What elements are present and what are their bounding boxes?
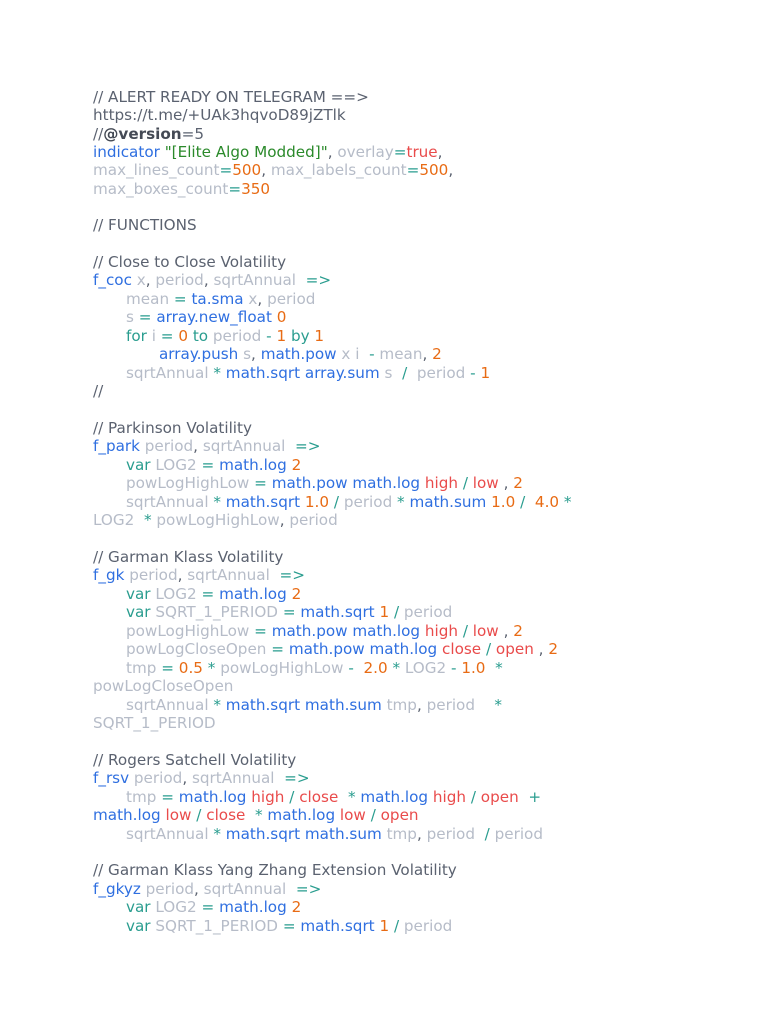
- code-line: [93, 216, 197, 234]
- code-line: [126, 825, 543, 843]
- code-token: sqrtAnnual: [126, 696, 214, 714]
- code-token: /: [289, 788, 300, 806]
- code-token: x: [136, 271, 146, 289]
- code-token: s: [384, 364, 403, 382]
- code-token: sqrtAnnual: [126, 493, 214, 511]
- code-line: [126, 659, 503, 677]
- code-token: math.sum: [304, 825, 387, 843]
- code-token: *: [213, 696, 226, 714]
- code-line: [93, 437, 320, 455]
- code-token: math.pow: [288, 640, 370, 658]
- code-token: // Close to Close Volatility: [93, 253, 287, 271]
- code-token: =: [393, 143, 407, 161]
- code-token: 1.0: [461, 659, 496, 677]
- code-token: *: [563, 493, 572, 511]
- code-token: +: [528, 788, 542, 806]
- code-token: ,: [437, 143, 443, 161]
- code-token: period: [426, 825, 485, 843]
- code-token: ,: [194, 880, 204, 898]
- code-token: /: [520, 493, 535, 511]
- code-token: // Parkinson Volatility: [93, 419, 252, 437]
- code-line: [93, 548, 283, 566]
- code-token: 1: [379, 603, 394, 621]
- code-token: ,: [203, 271, 214, 289]
- code-token: SQRT_1_PERIOD: [93, 714, 216, 732]
- code-token: =: [406, 161, 420, 179]
- code-token: math.log: [267, 806, 340, 824]
- code-token: low: [165, 806, 197, 824]
- code-token: 0: [276, 308, 287, 326]
- code-token: //: [93, 382, 104, 400]
- code-token: "[Elite Algo Modded]": [164, 143, 328, 161]
- code-token: SQRT_1_PERIOD: [155, 917, 283, 935]
- code-token: max_lines_count: [93, 161, 220, 179]
- code-token: *: [494, 696, 502, 714]
- code-token: close: [299, 788, 348, 806]
- code-token: =>: [286, 880, 322, 898]
- code-token: =5: [181, 125, 204, 143]
- code-token: ,: [251, 345, 261, 363]
- code-line: [93, 880, 321, 898]
- code-token: math.sqrt: [300, 917, 380, 935]
- code-line: [93, 511, 338, 529]
- code-line: [126, 474, 523, 492]
- code-token: math.log: [352, 474, 425, 492]
- code-token: array.new_float: [156, 308, 277, 326]
- code-token: ,: [503, 622, 514, 640]
- code-token: array.sum: [304, 364, 385, 382]
- code-token: SQRT_1_PERIOD: [155, 603, 283, 621]
- code-line: [93, 106, 346, 124]
- code-token: =: [160, 327, 179, 345]
- code-token: array.push: [159, 345, 244, 363]
- code-token: max_labels_count: [270, 161, 407, 179]
- code-line: [126, 917, 452, 935]
- code-token: math.sqrt: [225, 364, 305, 382]
- code-token: s: [243, 345, 252, 363]
- code-token: @version: [103, 125, 182, 143]
- code-line: [93, 769, 310, 787]
- code-token: /: [485, 640, 496, 658]
- code-token: =: [138, 308, 157, 326]
- code-token: -: [348, 659, 364, 677]
- code-line: [93, 161, 453, 179]
- code-token: 2: [513, 622, 523, 640]
- code-token: math.log: [178, 788, 252, 806]
- code-token: LOG2: [155, 898, 202, 916]
- code-token: 500: [232, 161, 262, 179]
- code-token: ,: [422, 345, 433, 363]
- code-token: high: [251, 788, 290, 806]
- code-token: high: [424, 474, 463, 492]
- code-token: LOG2: [93, 511, 144, 529]
- code-token: =>: [285, 437, 321, 455]
- code-token: powLogCloseOpen: [93, 677, 234, 695]
- code-line: [93, 566, 305, 584]
- code-token: /: [462, 622, 473, 640]
- code-token: math.sum: [409, 493, 492, 511]
- code-token: https://t.me/+UAk3hqvoD89jZTlk: [93, 106, 346, 124]
- code-token: f_gkyz: [93, 880, 146, 898]
- code-token: ,: [177, 566, 188, 584]
- code-token: *: [392, 659, 405, 677]
- code-token: period: [145, 880, 195, 898]
- code-token: ,: [327, 143, 338, 161]
- code-line: [126, 327, 324, 345]
- code-token: high: [424, 622, 463, 640]
- code-token: ,: [145, 271, 156, 289]
- code-token: tmp: [386, 825, 417, 843]
- code-token: for: [126, 327, 152, 345]
- code-token: -: [266, 327, 277, 345]
- code-line: [93, 180, 270, 198]
- code-line: [93, 419, 252, 437]
- code-line: [126, 493, 571, 511]
- code-token: math.log: [360, 788, 433, 806]
- code-token: 1: [379, 917, 394, 935]
- code-token: 2: [432, 345, 442, 363]
- code-token: math.sqrt: [225, 696, 305, 714]
- code-token: =: [271, 640, 289, 658]
- code-line: [93, 806, 419, 824]
- code-line: [93, 751, 296, 769]
- code-token: low: [339, 806, 371, 824]
- code-token: 2: [548, 640, 558, 658]
- code-token: to: [192, 327, 213, 345]
- code-token: =: [228, 180, 242, 198]
- code-token: period: [403, 603, 453, 621]
- code-line: [93, 271, 331, 289]
- code-token: *: [213, 825, 226, 843]
- code-token: x i: [341, 345, 370, 363]
- code-token: var: [126, 603, 156, 621]
- code-line: [93, 677, 233, 695]
- code-token: =: [201, 585, 220, 603]
- code-token: var: [126, 456, 156, 474]
- code-token: 2: [291, 898, 302, 916]
- code-token: =: [254, 622, 272, 640]
- code-token: sqrtAnnual: [126, 825, 214, 843]
- code-token: math.sum: [304, 696, 387, 714]
- code-token: math.log: [93, 806, 166, 824]
- code-token: 1: [276, 327, 291, 345]
- code-token: *: [143, 511, 157, 529]
- code-token: 2: [513, 474, 523, 492]
- code-line: [126, 696, 502, 714]
- code-token: tmp: [126, 659, 162, 677]
- code-line: [126, 456, 301, 474]
- code-line: [126, 290, 315, 308]
- code-token: *: [207, 659, 221, 677]
- code-token: =: [161, 788, 179, 806]
- code-line: [126, 788, 541, 806]
- code-token: open: [495, 640, 539, 658]
- code-token: ta.sma: [191, 290, 249, 308]
- code-token: period: [133, 769, 183, 787]
- code-token: // Rogers Satchell Volatility: [93, 751, 297, 769]
- code-token: /: [393, 603, 404, 621]
- code-token: indicator: [93, 143, 165, 161]
- code-line: [93, 143, 442, 161]
- code-token: ,: [448, 161, 454, 179]
- code-line: [126, 640, 558, 658]
- code-token: period: [212, 327, 267, 345]
- code-token: ,: [257, 290, 268, 308]
- code-token: period: [403, 917, 453, 935]
- code-token: 500: [419, 161, 449, 179]
- code-token: period: [494, 825, 543, 843]
- code-line: [93, 382, 103, 400]
- code-token: f_rsv: [93, 769, 134, 787]
- code-token: high: [432, 788, 471, 806]
- code-token: sqrtAnnual: [213, 271, 297, 289]
- code-token: =>: [296, 271, 332, 289]
- code-token: var: [126, 898, 156, 916]
- code-token: ,: [279, 511, 290, 529]
- code-token: powLogCloseOpen: [126, 640, 272, 658]
- code-token: period: [267, 290, 316, 308]
- code-token: var: [126, 917, 156, 935]
- code-line: [126, 308, 286, 326]
- code-line: [126, 585, 301, 603]
- code-token: math.log: [352, 622, 425, 640]
- code-token: math.log: [219, 898, 292, 916]
- code-token: *: [213, 364, 226, 382]
- code-token: =: [161, 659, 179, 677]
- code-token: ,: [416, 825, 427, 843]
- code-token: *: [495, 659, 503, 677]
- code-token: =>: [269, 566, 305, 584]
- code-token: math.pow: [260, 345, 342, 363]
- code-token: low: [472, 474, 504, 492]
- code-token: =: [201, 456, 220, 474]
- code-token: sqrtAnnual: [126, 364, 214, 382]
- code-token: ,: [261, 161, 271, 179]
- code-token: *: [255, 806, 268, 824]
- code-token: LOG2: [155, 585, 202, 603]
- code-token: mean: [126, 290, 174, 308]
- code-token: /: [196, 806, 207, 824]
- code-token: math.pow: [271, 474, 353, 492]
- code-line: [93, 714, 216, 732]
- code-token: ,: [193, 437, 203, 455]
- code-token: // Garman Klass Volatility: [93, 548, 284, 566]
- code-token: 1.0: [304, 493, 334, 511]
- code-token: open: [480, 788, 529, 806]
- code-line: [126, 898, 301, 916]
- code-token: 1.0: [491, 493, 521, 511]
- code-token: /: [402, 364, 417, 382]
- code-token: *: [213, 493, 226, 511]
- code-token: -: [369, 345, 380, 363]
- code-token: =: [282, 917, 301, 935]
- code-token: math.log: [369, 640, 443, 658]
- code-token: 2: [291, 585, 302, 603]
- code-token: sqrtAnnual: [191, 769, 275, 787]
- code-token: var: [126, 585, 156, 603]
- code-token: period: [416, 364, 471, 382]
- code-line: [126, 364, 490, 382]
- code-token: powLogHighLow: [220, 659, 349, 677]
- code-token: ,: [503, 474, 514, 492]
- code-line: [126, 622, 523, 640]
- code-token: =>: [274, 769, 310, 787]
- code-token: math.pow: [271, 622, 353, 640]
- code-token: i: [151, 327, 161, 345]
- code-token: // Garman Klass Yang Zhang Extension Volatility: [93, 861, 457, 879]
- code-token: =: [173, 290, 192, 308]
- code-token: 1: [314, 327, 325, 345]
- code-token: -: [451, 659, 462, 677]
- code-token: 4.0: [534, 493, 564, 511]
- code-token: math.sqrt: [300, 603, 380, 621]
- code-token: f_park: [93, 437, 145, 455]
- code-token: 350: [241, 180, 271, 198]
- code-token: LOG2: [155, 456, 202, 474]
- code-token: /: [370, 806, 381, 824]
- code-token: sqrtAnnual: [203, 880, 287, 898]
- code-token: 2: [291, 456, 302, 474]
- code-token: by: [290, 327, 315, 345]
- code-token: math.sqrt: [225, 825, 305, 843]
- code-token: /: [333, 493, 344, 511]
- code-token: period: [144, 437, 194, 455]
- code-token: 1: [480, 364, 491, 382]
- code-token: LOG2: [404, 659, 451, 677]
- code-token: tmp: [126, 788, 162, 806]
- code-token: overlay: [337, 143, 394, 161]
- code-token: ,: [182, 769, 192, 787]
- code-token: -: [470, 364, 481, 382]
- code-token: close: [206, 806, 255, 824]
- code-token: open: [380, 806, 419, 824]
- code-token: /: [462, 474, 473, 492]
- code-token: sqrtAnnual: [187, 566, 270, 584]
- code-token: =: [254, 474, 272, 492]
- code-token: powLogHighLow: [126, 474, 255, 492]
- code-token: =: [219, 161, 233, 179]
- code-token: max_boxes_count: [93, 180, 229, 198]
- code-token: //: [93, 125, 104, 143]
- code-token: f_gk: [93, 566, 130, 584]
- code-token: math.log: [219, 585, 292, 603]
- code-token: =: [282, 603, 301, 621]
- code-token: ,: [416, 696, 427, 714]
- code-token: 0: [178, 327, 193, 345]
- code-line: [93, 125, 204, 143]
- code-line: [93, 253, 286, 271]
- code-token: /: [470, 788, 481, 806]
- code-token: period: [129, 566, 178, 584]
- code-token: powLogHighLow: [126, 622, 255, 640]
- code-token: *: [347, 788, 361, 806]
- code-token: s: [126, 308, 139, 326]
- code-token: // ALERT READY ON TELEGRAM ==>: [93, 88, 369, 106]
- code-token: mean: [379, 345, 423, 363]
- code-token: ,: [538, 640, 549, 658]
- code-token: 0.5: [178, 659, 208, 677]
- code-token: =: [201, 898, 220, 916]
- code-token: // FUNCTIONS: [93, 216, 197, 234]
- code-token: /: [484, 825, 495, 843]
- code-token: math.sqrt: [225, 493, 305, 511]
- code-token: close: [442, 640, 486, 658]
- code-token: x: [248, 290, 258, 308]
- code-line: [126, 603, 452, 621]
- code-token: period: [426, 696, 495, 714]
- code-token: powLogHighLow: [156, 511, 280, 529]
- code-token: tmp: [386, 696, 417, 714]
- code-token: /: [393, 917, 404, 935]
- code-token: *: [397, 493, 410, 511]
- code-token: true: [406, 143, 438, 161]
- code-token: period: [289, 511, 338, 529]
- code-token: 2.0: [363, 659, 393, 677]
- code-token: math.log: [219, 456, 292, 474]
- code-token: f_coc: [93, 271, 137, 289]
- code-line: [159, 345, 442, 363]
- code-line: [93, 861, 457, 879]
- code-line: [93, 88, 369, 106]
- code-token: low: [472, 622, 504, 640]
- code-token: sqrtAnnual: [202, 437, 286, 455]
- code-token: period: [155, 271, 204, 289]
- code-token: period: [343, 493, 398, 511]
